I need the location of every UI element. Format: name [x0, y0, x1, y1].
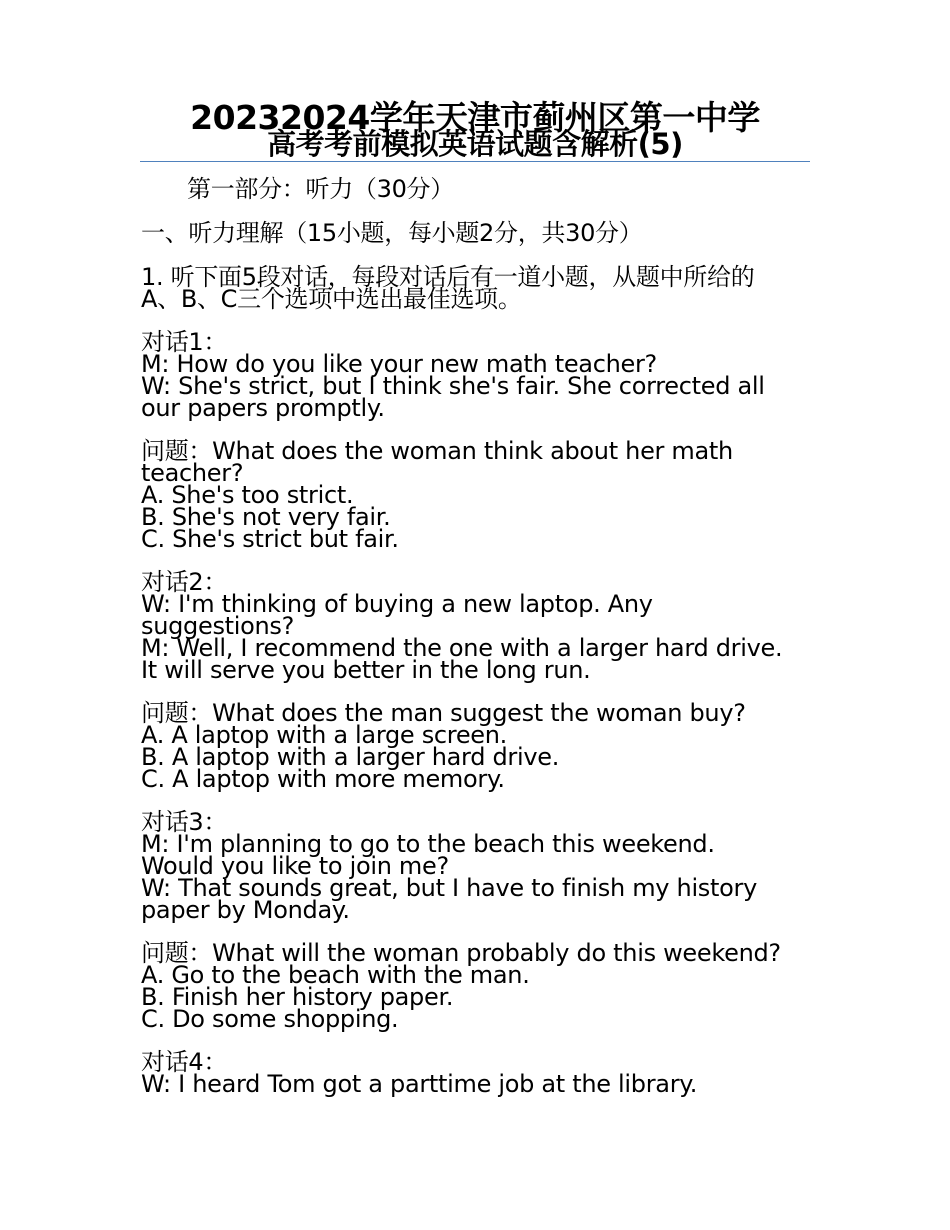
dialogue-line: It will serve you better in the long run.: [141, 656, 591, 684]
title-line-2: 高考考前模拟英语试题含解析(5): [267, 127, 683, 161]
dialogue-3: [141, 808, 811, 1033]
dialogue-1: [141, 328, 811, 553]
dialogue-line: W: I heard Tom got a parttime job at the library.: [141, 1070, 698, 1098]
dialogue-line: W: She's strict, but I think she's fair. She corrected all: [141, 372, 765, 400]
dialogue-line: Would you like to join me?: [141, 852, 449, 880]
document-body: [141, 175, 811, 1098]
dialogue-line: paper by Monday.: [141, 896, 350, 924]
dialogue-label: 对话1：: [141, 328, 228, 356]
dialogue-line: M: Well, I recommend the one with a larger hard drive.: [141, 634, 783, 662]
dialogue-label: 对话2：: [141, 568, 228, 596]
option-b: B. Finish her history paper.: [141, 983, 454, 1011]
dialogue-label: 对话3：: [141, 808, 228, 836]
instruction-line: A、B、C三个选项中选出最佳选项。: [141, 285, 522, 313]
dialogue-2: [141, 568, 811, 793]
option-c: C. She's strict but fair.: [141, 525, 399, 553]
part-heading: 第一部分：听力（30分）: [187, 175, 454, 203]
dialogue-line: W: That sounds great, but I have to finish my history: [141, 874, 757, 902]
dialogue-label: 对话4：: [141, 1048, 228, 1076]
question-line: teacher?: [141, 459, 244, 487]
option-c: C. Do some shopping.: [141, 1005, 399, 1033]
question-line: 问题：What does the man suggest the woman buy?: [141, 699, 746, 727]
document-title: [140, 98, 810, 161]
question-line: 问题：What will the woman probably do this weekend?: [141, 939, 781, 967]
dialogue-4: [141, 1048, 811, 1098]
option-c: C. A laptop with more memory.: [141, 765, 505, 793]
title-line-1: 20232024学年天津市蓟州区第一中学: [190, 98, 760, 137]
title-underline: [140, 161, 810, 162]
instruction-line: 1. 听下面5段对话，每段对话后有一道小题，从题中所给的: [141, 263, 755, 291]
option-a: A. She's too strict.: [141, 481, 354, 509]
section-heading: 一、听力理解（15小题，每小题2分，共30分）: [141, 219, 643, 247]
question-line: 问题：What does the woman think about her math: [141, 437, 733, 465]
dialogue-line: W: I'm thinking of buying a new laptop. Any: [141, 590, 653, 618]
dialogue-line: M: How do you like your new math teacher?: [141, 350, 657, 378]
dialogue-line: suggestions?: [141, 612, 295, 640]
option-b: B. A laptop with a larger hard drive.: [141, 743, 560, 771]
option-a: A. Go to the beach with the man.: [141, 961, 530, 989]
dialogue-line: M: I'm planning to go to the beach this weekend.: [141, 830, 715, 858]
option-b: B. She's not very fair.: [141, 503, 391, 531]
dialogue-line: our papers promptly.: [141, 394, 385, 422]
option-a: A. A laptop with a large screen.: [141, 721, 508, 749]
